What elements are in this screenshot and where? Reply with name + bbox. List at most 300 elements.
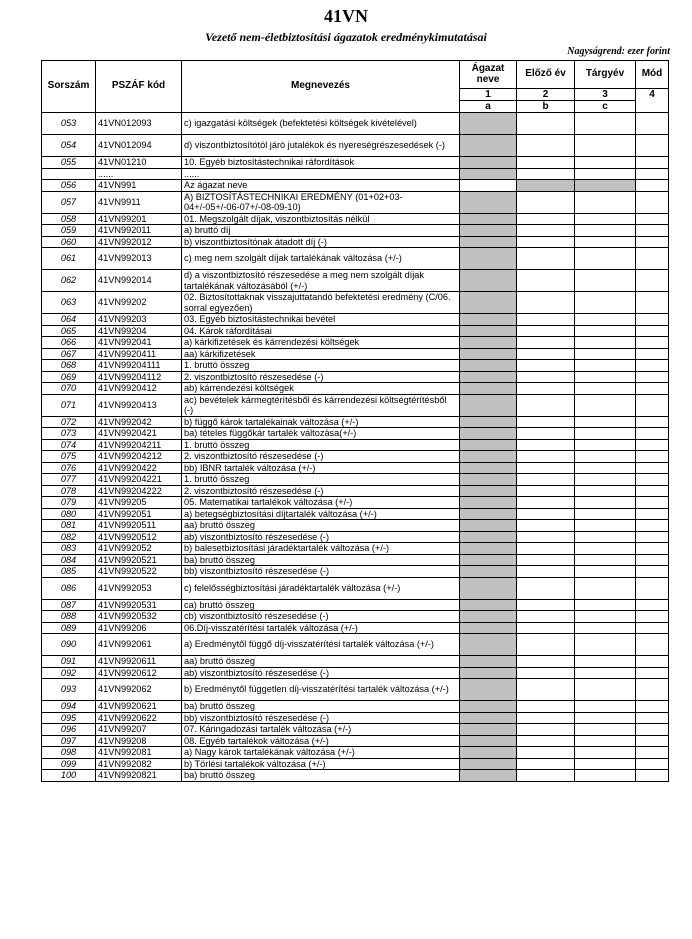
row-number: 082: [42, 531, 96, 543]
table-row: [42, 325, 669, 337]
row-pszaf-code: 41VN9920412: [96, 383, 182, 395]
cell-targyev: [575, 360, 636, 372]
row-label: c) igazgatási költségek (befektetési költségek kivételével): [182, 113, 460, 135]
header-mod: Mód: [636, 61, 669, 89]
cell-targyev: [575, 428, 636, 440]
cell-elozo-ev: [517, 428, 575, 440]
row-number: 098: [42, 747, 96, 759]
row-number: 090: [42, 634, 96, 656]
row-label: ba) bruttó összeg: [182, 554, 460, 566]
cell-targyev: [575, 451, 636, 463]
row-label: c) meg nem szolgált díjak tartalékának változása (+/-): [182, 248, 460, 270]
table-row: [42, 451, 669, 463]
cell-mod: [636, 360, 669, 372]
table-row: [42, 248, 669, 270]
table-row: [42, 724, 669, 736]
cell-agazat: [460, 531, 517, 543]
row-number: 057: [42, 191, 96, 213]
row-label: b) viszontbiztosítónak átadott díj (-): [182, 236, 460, 248]
row-label: 10. Egyéb biztosítástechnikai ráfordítások: [182, 157, 460, 169]
row-label: A) BIZTOSÍTÁSTECHNIKAI EREDMÉNY (01+02+03-04+/-05+/-06-07+/-08-09-10): [182, 191, 460, 213]
header-let-b: b: [517, 101, 575, 113]
table-row: [42, 292, 669, 314]
cell-mod: [636, 758, 669, 770]
cell-targyev: [575, 135, 636, 157]
cell-elozo-ev: [517, 135, 575, 157]
row-pszaf-code: 41VN99208: [96, 735, 182, 747]
row-pszaf-code: 41VN99204221: [96, 474, 182, 486]
table-row: [42, 735, 669, 747]
cell-targyev: [575, 599, 636, 611]
cell-targyev: [575, 712, 636, 724]
cell-elozo-ev: [517, 248, 575, 270]
cell-elozo-ev: [517, 394, 575, 416]
row-number: 054: [42, 135, 96, 157]
cell-mod: [636, 474, 669, 486]
cell-agazat: [460, 451, 517, 463]
cell-targyev: [575, 656, 636, 668]
cell-elozo-ev: [517, 157, 575, 169]
row-number: 066: [42, 337, 96, 349]
table-row: [42, 770, 669, 782]
cell-targyev: [575, 248, 636, 270]
row-pszaf-code: 41VN9920611: [96, 656, 182, 668]
cell-mod: [636, 577, 669, 599]
row-number: 074: [42, 439, 96, 451]
row-label: 03. Egyéb biztosítástechnikai bevétel: [182, 314, 460, 326]
row-label: b) Törlési tartalékok változása (+/-): [182, 758, 460, 770]
row-label: ba) bruttó összeg: [182, 770, 460, 782]
row-pszaf-code: 41VN99204212: [96, 451, 182, 463]
cell-elozo-ev: [517, 292, 575, 314]
row-label: 1. bruttó összeg: [182, 360, 460, 372]
cell-targyev: [575, 566, 636, 578]
cell-agazat: [460, 735, 517, 747]
cell-mod: [636, 543, 669, 555]
row-pszaf-code: 41VN012093: [96, 113, 182, 135]
row-label: bb) viszontbiztosító részesedése (-): [182, 566, 460, 578]
row-number: 067: [42, 348, 96, 360]
table-row: [42, 383, 669, 395]
cell-targyev: [575, 622, 636, 634]
cell-elozo-ev: [517, 383, 575, 395]
row-label: ab) viszontbiztosító részesedése (-): [182, 667, 460, 679]
table-row: [42, 135, 669, 157]
header-let-c: c: [575, 101, 636, 113]
cell-agazat: [460, 474, 517, 486]
row-pszaf-code: 41VN9920532: [96, 611, 182, 623]
form-subtitle: Vezető nem-életbiztosítási ágazatok eredménykimutatásai: [205, 30, 487, 44]
row-pszaf-code: 41VN992051: [96, 508, 182, 520]
cell-mod: [636, 236, 669, 248]
cell-agazat: [460, 543, 517, 555]
cell-targyev: [575, 735, 636, 747]
cell-targyev: [575, 747, 636, 759]
row-label: 04. Károk ráfordításai: [182, 325, 460, 337]
cell-elozo-ev: [517, 462, 575, 474]
cell-mod: [636, 270, 669, 292]
cell-elozo-ev: [517, 622, 575, 634]
cell-agazat: [460, 520, 517, 532]
table-row: [42, 191, 669, 213]
row-label: ca) bruttó összeg: [182, 599, 460, 611]
cell-targyev: [575, 213, 636, 225]
cell-mod: [636, 213, 669, 225]
table-row: [42, 439, 669, 451]
row-label: 07. Káringadozási tartalék változása (+/-): [182, 724, 460, 736]
cell-elozo-ev: [517, 168, 575, 180]
row-number: 073: [42, 428, 96, 440]
cell-mod: [636, 439, 669, 451]
table-row: [42, 679, 669, 701]
row-pszaf-code: 41VN9920621: [96, 701, 182, 713]
row-pszaf-code: 41VN99202: [96, 292, 182, 314]
row-pszaf-code: 41VN9920411: [96, 348, 182, 360]
row-label: aa) bruttó összeg: [182, 520, 460, 532]
cell-elozo-ev: [517, 701, 575, 713]
cell-mod: [636, 656, 669, 668]
table-row: [42, 531, 669, 543]
row-label: 1. bruttó összeg: [182, 474, 460, 486]
cell-targyev: [575, 758, 636, 770]
table-row: [42, 543, 669, 555]
row-pszaf-code: 41VN992081: [96, 747, 182, 759]
cell-elozo-ev: [517, 325, 575, 337]
row-number: 060: [42, 236, 96, 248]
row-label: b) Eredménytől független díj-visszatérítési tartalék változása (+/-): [182, 679, 460, 701]
cell-mod: [636, 428, 669, 440]
row-pszaf-code: 41VN99205: [96, 497, 182, 509]
cell-targyev: [575, 462, 636, 474]
cell-agazat: [460, 679, 517, 701]
table-row: [42, 168, 669, 180]
cell-agazat: [460, 270, 517, 292]
cell-agazat: [460, 577, 517, 599]
cell-elozo-ev: [517, 439, 575, 451]
row-number: 055: [42, 157, 96, 169]
row-number: 092: [42, 667, 96, 679]
table-row: [42, 371, 669, 383]
row-label: a) Nagy károk tartalékának változása (+/-): [182, 747, 460, 759]
table-row: [42, 622, 669, 634]
cell-targyev: [575, 611, 636, 623]
row-label: c) felelősségbiztosítási járadéktartalék változása (+/-): [182, 577, 460, 599]
table-row: [42, 497, 669, 509]
table-row: [42, 225, 669, 237]
row-number: 093: [42, 679, 96, 701]
cell-mod: [636, 168, 669, 180]
row-pszaf-code: 41VN992013: [96, 248, 182, 270]
cell-targyev: [575, 577, 636, 599]
table-row: [42, 747, 669, 759]
cell-mod: [636, 566, 669, 578]
row-number: 079: [42, 497, 96, 509]
header-num-4: 4: [636, 89, 669, 113]
cell-targyev: [575, 634, 636, 656]
cell-elozo-ev: [517, 554, 575, 566]
cell-elozo-ev: [517, 724, 575, 736]
row-label: 02. Biztosítottaknak visszajuttatandó befektetési eredmény (C/06. sorral egyezően): [182, 292, 460, 314]
cell-agazat: [460, 485, 517, 497]
row-number: 099: [42, 758, 96, 770]
row-number: 070: [42, 383, 96, 395]
row-label: ......: [182, 168, 460, 180]
row-number: 071: [42, 394, 96, 416]
cell-mod: [636, 770, 669, 782]
cell-elozo-ev: [517, 416, 575, 428]
row-pszaf-code: 41VN9911: [96, 191, 182, 213]
row-pszaf-code: 41VN99207: [96, 724, 182, 736]
row-pszaf-code: 41VN99204211: [96, 439, 182, 451]
row-label: ba) tételes függőkár tartalék változása(+/-): [182, 428, 460, 440]
row-pszaf-code: 41VN99201: [96, 213, 182, 225]
row-pszaf-code: 41VN99204111: [96, 360, 182, 372]
row-label: ab) kárrendezési költségek: [182, 383, 460, 395]
row-pszaf-code: ......: [96, 168, 182, 180]
row-pszaf-code: 41VN9920522: [96, 566, 182, 578]
row-pszaf-code: 41VN991: [96, 180, 182, 192]
row-number: 081: [42, 520, 96, 532]
cell-targyev: [575, 701, 636, 713]
cell-mod: [636, 248, 669, 270]
row-pszaf-code: 41VN9920622: [96, 712, 182, 724]
cell-elozo-ev: [517, 656, 575, 668]
table-row: [42, 634, 669, 656]
table-row: [42, 337, 669, 349]
table-row: [42, 314, 669, 326]
cell-agazat: [460, 213, 517, 225]
header-let-a: a: [460, 101, 517, 113]
cell-targyev: [575, 371, 636, 383]
cell-mod: [636, 679, 669, 701]
cell-agazat: [460, 248, 517, 270]
row-number: 056: [42, 180, 96, 192]
row-label: ba) bruttó összeg: [182, 701, 460, 713]
cell-mod: [636, 180, 669, 192]
row-number: 094: [42, 701, 96, 713]
row-label: a) kárkifizetések és kárrendezési költségek: [182, 337, 460, 349]
cell-elozo-ev: [517, 371, 575, 383]
cell-targyev: [575, 485, 636, 497]
cell-agazat: [460, 622, 517, 634]
row-label: 1. bruttó összeg: [182, 439, 460, 451]
cell-targyev: [575, 770, 636, 782]
row-label: 05. Matematikai tartalékok változása (+/-): [182, 497, 460, 509]
cell-elozo-ev: [517, 451, 575, 463]
row-number: 068: [42, 360, 96, 372]
cell-mod: [636, 416, 669, 428]
row-number: 087: [42, 599, 96, 611]
cell-mod: [636, 520, 669, 532]
cell-agazat: [460, 325, 517, 337]
row-number: 062: [42, 270, 96, 292]
row-label: a) bruttó díj: [182, 225, 460, 237]
row-pszaf-code: 41VN99204222: [96, 485, 182, 497]
cell-targyev: [575, 474, 636, 486]
table-row: [42, 712, 669, 724]
cell-mod: [636, 554, 669, 566]
cell-mod: [636, 113, 669, 135]
row-label: Az ágazat neve: [182, 180, 460, 192]
cell-targyev: [575, 314, 636, 326]
cell-elozo-ev: [517, 577, 575, 599]
cell-elozo-ev: [517, 337, 575, 349]
cell-targyev: [575, 236, 636, 248]
row-pszaf-code: 41VN9920531: [96, 599, 182, 611]
header-elozo-ev: Előző év: [517, 61, 575, 89]
cell-targyev: [575, 508, 636, 520]
table-row: [42, 213, 669, 225]
row-number: 064: [42, 314, 96, 326]
cell-mod: [636, 611, 669, 623]
cell-agazat: [460, 348, 517, 360]
row-pszaf-code: 41VN9920821: [96, 770, 182, 782]
cell-agazat: [460, 113, 517, 135]
cell-elozo-ev: [517, 348, 575, 360]
row-number: 088: [42, 611, 96, 623]
cell-elozo-ev: [517, 213, 575, 225]
table-row: [42, 611, 669, 623]
row-label: 2. viszontbiztosító részesedése (-): [182, 451, 460, 463]
cell-agazat: [460, 371, 517, 383]
cell-agazat: [460, 634, 517, 656]
row-label: aa) kárkifizetések: [182, 348, 460, 360]
cell-agazat: [460, 314, 517, 326]
cell-mod: [636, 622, 669, 634]
cell-mod: [636, 667, 669, 679]
row-pszaf-code: 41VN992053: [96, 577, 182, 599]
cell-agazat: [460, 292, 517, 314]
cell-targyev: [575, 497, 636, 509]
row-pszaf-code: 41VN992062: [96, 679, 182, 701]
cell-targyev: [575, 292, 636, 314]
row-pszaf-code: 41VN992041: [96, 337, 182, 349]
row-pszaf-code: 41VN9920521: [96, 554, 182, 566]
table-row: [42, 656, 669, 668]
cell-targyev: [575, 270, 636, 292]
row-label: ac) bevételek kármegtérítésből és kárrendezési költségtérítésből (-): [182, 394, 460, 416]
row-pszaf-code: 41VN992061: [96, 634, 182, 656]
row-number: 084: [42, 554, 96, 566]
cell-mod: [636, 191, 669, 213]
cell-elozo-ev: [517, 314, 575, 326]
row-number: 075: [42, 451, 96, 463]
table-row: [42, 520, 669, 532]
cell-agazat: [460, 439, 517, 451]
cell-agazat: [460, 428, 517, 440]
cell-elozo-ev: [517, 531, 575, 543]
table-row: [42, 667, 669, 679]
cell-targyev: [575, 113, 636, 135]
row-label: cb) viszontbiztosító részesedése (-): [182, 611, 460, 623]
row-number: 063: [42, 292, 96, 314]
header-num-3: 3: [575, 89, 636, 101]
table-row: [42, 236, 669, 248]
cell-elozo-ev: [517, 634, 575, 656]
row-pszaf-code: 41VN9920421: [96, 428, 182, 440]
cell-elozo-ev: [517, 360, 575, 372]
cell-agazat: [460, 168, 517, 180]
cell-mod: [636, 314, 669, 326]
row-pszaf-code: 41VN992082: [96, 758, 182, 770]
cell-elozo-ev: [517, 180, 575, 192]
cell-mod: [636, 497, 669, 509]
row-number: 100: [42, 770, 96, 782]
row-label: a) betegségbiztosítási díjtartalék változása (+/-): [182, 508, 460, 520]
cell-elozo-ev: [517, 520, 575, 532]
row-label: 06.Díj-visszatérítési tartalék változása (+/-): [182, 622, 460, 634]
cell-agazat: [460, 383, 517, 395]
row-number: 078: [42, 485, 96, 497]
row-label: 2. viszontbiztosító részesedése (-): [182, 485, 460, 497]
cell-elozo-ev: [517, 611, 575, 623]
header-agazat-neve: Ágazat neve: [460, 61, 517, 89]
row-label: b) balesetbiztosítási járadéktartalék változása (+/-): [182, 543, 460, 555]
cell-targyev: [575, 439, 636, 451]
cell-elozo-ev: [517, 485, 575, 497]
cell-mod: [636, 394, 669, 416]
cell-targyev: [575, 531, 636, 543]
header-megnevezes: Megnevezés: [182, 61, 460, 113]
cell-agazat: [460, 180, 517, 192]
row-pszaf-code: 41VN9920413: [96, 394, 182, 416]
cell-elozo-ev: [517, 566, 575, 578]
cell-elozo-ev: [517, 667, 575, 679]
cell-targyev: [575, 394, 636, 416]
cell-elozo-ev: [517, 747, 575, 759]
cell-agazat: [460, 157, 517, 169]
cell-elozo-ev: [517, 679, 575, 701]
header-pszaf-kod: PSZÁF kód: [96, 61, 182, 113]
row-number: 058: [42, 213, 96, 225]
table-row: [42, 180, 669, 192]
table-row: [42, 599, 669, 611]
table-row: [42, 577, 669, 599]
header-sorszam: Sorszám: [42, 61, 96, 113]
row-pszaf-code: 41VN9920422: [96, 462, 182, 474]
row-number: 065: [42, 325, 96, 337]
row-number: 076: [42, 462, 96, 474]
cell-mod: [636, 225, 669, 237]
row-pszaf-code: 41VN012094: [96, 135, 182, 157]
cell-targyev: [575, 543, 636, 555]
row-number: 077: [42, 474, 96, 486]
cell-targyev: [575, 168, 636, 180]
row-label: d) viszontbiztosítótól járó jutalékok és nyereségrészesedések (-): [182, 135, 460, 157]
cell-agazat: [460, 701, 517, 713]
row-number: 080: [42, 508, 96, 520]
cell-elozo-ev: [517, 236, 575, 248]
cell-mod: [636, 383, 669, 395]
row-number: 069: [42, 371, 96, 383]
row-pszaf-code: 41VN9920511: [96, 520, 182, 532]
cell-mod: [636, 451, 669, 463]
cell-mod: [636, 701, 669, 713]
cell-agazat: [460, 462, 517, 474]
table-row: [42, 474, 669, 486]
row-pszaf-code: 41VN9920612: [96, 667, 182, 679]
row-number: 096: [42, 724, 96, 736]
cell-mod: [636, 135, 669, 157]
table-row: [42, 394, 669, 416]
cell-targyev: [575, 157, 636, 169]
row-pszaf-code: 41VN992042: [96, 416, 182, 428]
cell-targyev: [575, 679, 636, 701]
table-row: [42, 462, 669, 474]
cell-targyev: [575, 667, 636, 679]
row-number: 061: [42, 248, 96, 270]
row-label: a) Eredménytől függő díj-visszatérítési tartalék változása (+/-): [182, 634, 460, 656]
